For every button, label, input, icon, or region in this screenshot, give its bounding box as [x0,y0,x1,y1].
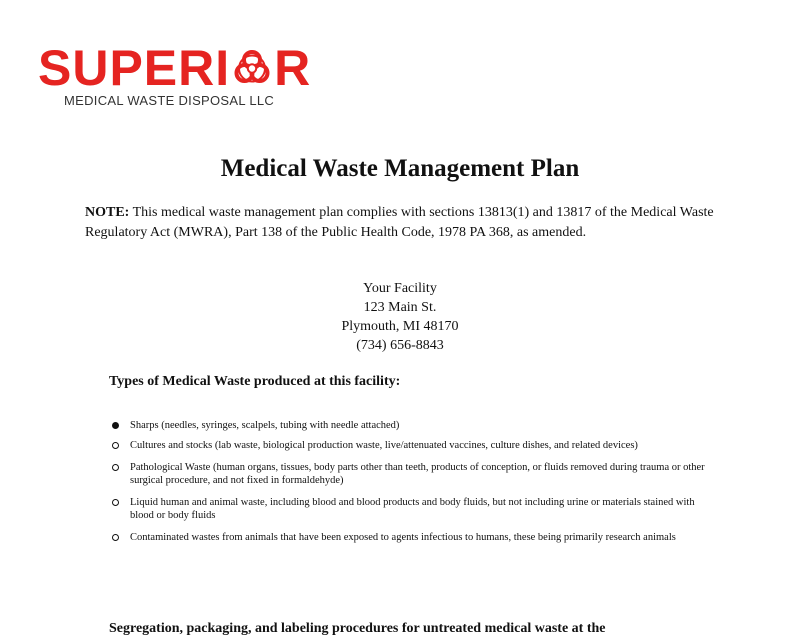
facility-street: 123 Main St. [363,300,437,315]
waste-types-heading: Types of Medical Waste produced at this facility: [109,374,401,389]
checked-radio-icon[interactable] [112,422,119,429]
facility-name: Your Facility [363,281,437,296]
list-item-text: Pathological Waste (human organs, tissues, body parts other than teeth, products of conception, or fluids removed during trauma or other surgical procedure, and not fixed in formaldehyde) [130,462,705,486]
logo-wordmark [38,40,311,96]
logo-word-start: SUPERI [38,40,231,96]
list-item [105,532,705,545]
facility-address-block [0,279,800,355]
segregation-heading: Segregation, packaging, and labeling procedures for untreated medical waste at the [109,621,606,636]
list-item-text: Liquid human and animal waste, including blood and blood products and body fluids, but not including urine or materials stained with blood or body fluids [130,497,695,521]
note-label: NOTE: [85,205,130,220]
radio-icon[interactable] [112,534,119,541]
list-item [105,440,705,453]
radio-icon[interactable] [112,442,119,449]
waste-types-list [105,420,705,545]
radio-icon[interactable] [112,499,119,506]
list-item-text: Cultures and stocks (lab waste, biological production waste, live/attenuated vaccines, culture dishes, and related devices) [130,439,638,451]
list-item [105,420,705,433]
radio-icon[interactable] [112,464,119,471]
logo-word-end: R [274,40,312,96]
biohazard-icon [232,48,272,88]
list-item [105,497,705,522]
logo-subtitle: MEDICAL WASTE DISPOSAL LLC [64,93,275,108]
list-item [105,462,705,487]
company-logo [38,40,338,112]
list-item-text: Sharps (needles, syringes, scalpels, tubing with needle attached) [130,420,400,431]
list-item-text: Contaminated wastes from animals that have been exposed to agents infectious to humans, these being primarily research animals [130,532,676,543]
facility-city: Plymouth, MI 48170 [341,319,459,334]
document-title: Medical Waste Management Plan [220,155,580,182]
facility-phone: (734) 656-8843 [356,338,444,353]
note-text: This medical waste management plan complies with sections 13813(1) and 13817 of the Medical Waste Regulatory Act (MWRA), Part 138 of the Public Health Code, 1978 PA 368, as amended. [85,205,714,240]
note-paragraph [85,203,725,243]
